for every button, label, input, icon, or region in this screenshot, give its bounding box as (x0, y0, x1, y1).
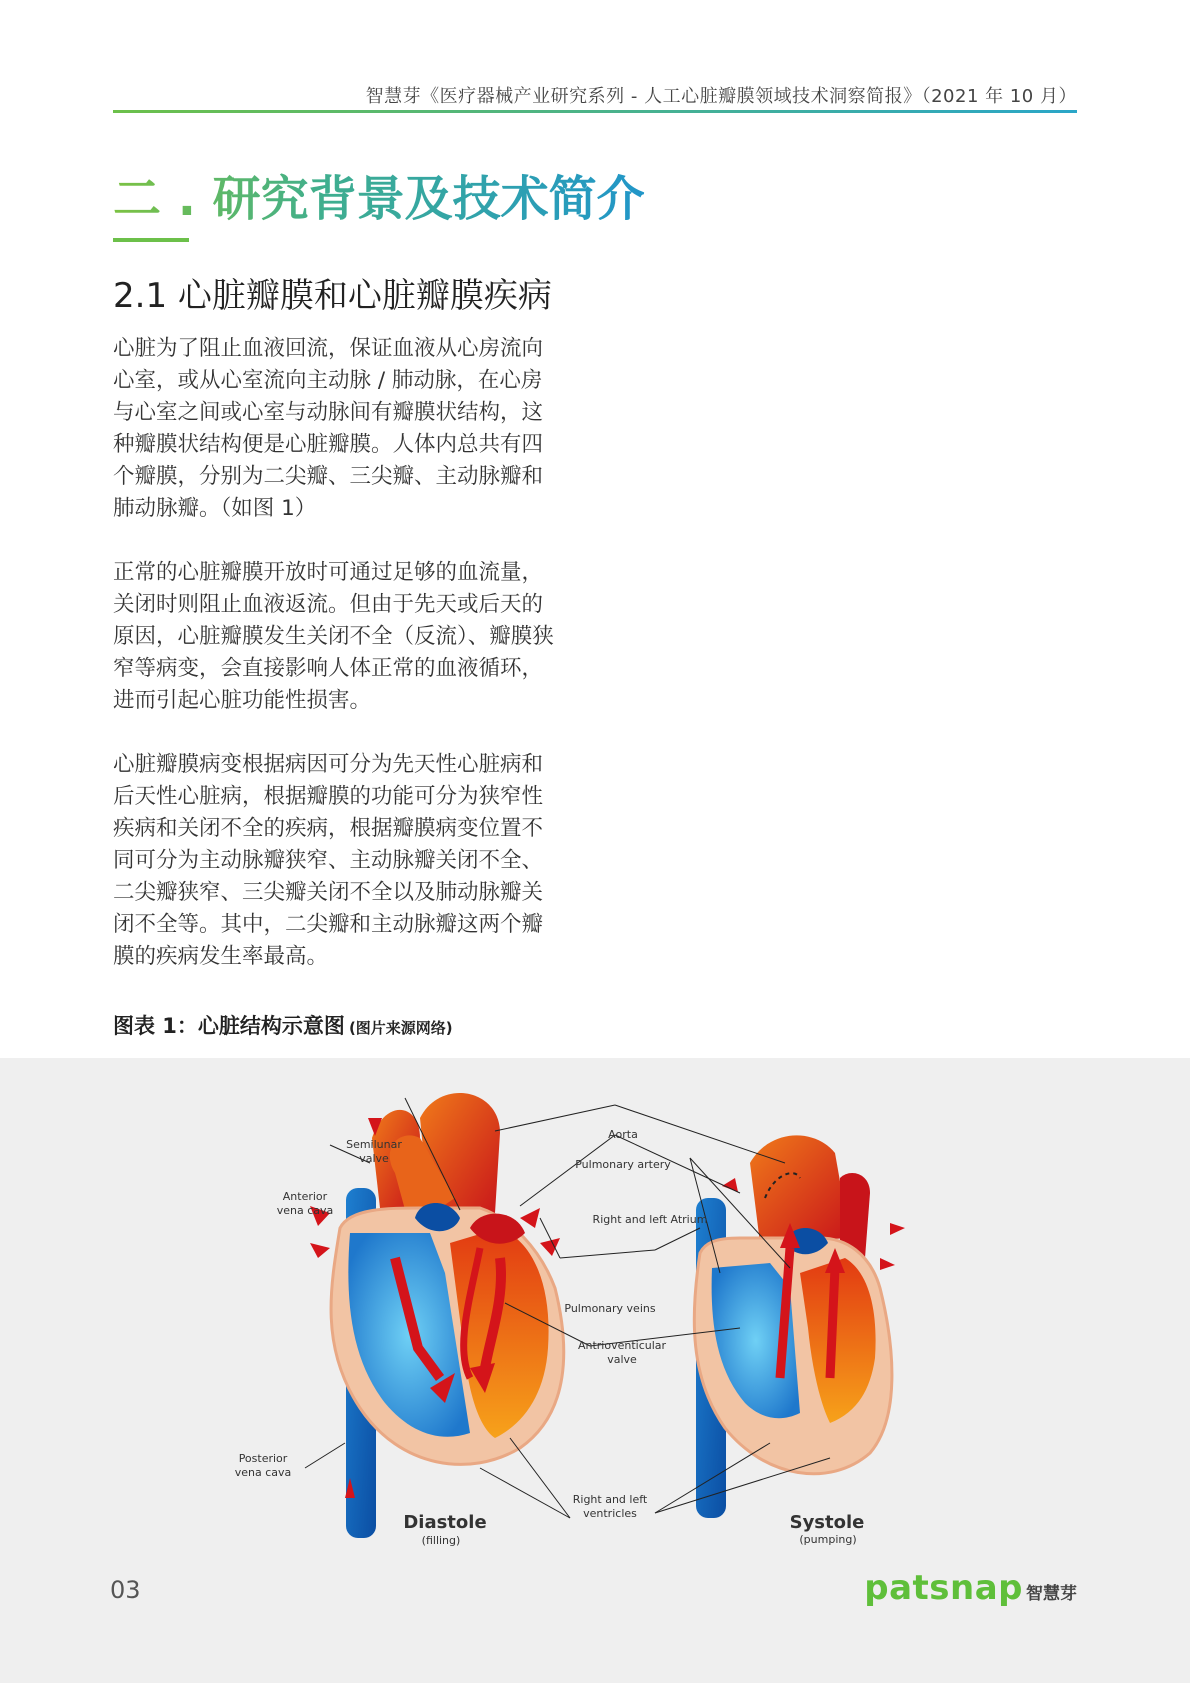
label-anterior-2: vena cava (276, 1204, 334, 1217)
section-title: 二 . 研究背景及技术简介 (113, 160, 645, 229)
label-anterior-1: Anterior (282, 1190, 328, 1203)
paragraph-3: 心脏瓣膜病变根据病因可分为先天性心脏病和后天性心脏病，根据瓣膜的功能可分为狭窄性疾病和关闭不全的疾病，根据瓣膜病变位置不同可分为主动脉瓣狭窄、主动脉瓣关闭不全、二尖瓣狭窄、三尖瓣关闭不全以及肺动脉瓣关闭不全等。其中，二尖瓣和主动脉瓣这两个瓣膜的疾病发生率最高。 (113, 752, 544, 969)
label-posterior-1: Posterior (238, 1452, 288, 1465)
page-number: 03 (110, 1576, 141, 1604)
diastole-heart (310, 1093, 564, 1538)
label-ventricles-1: Right and left (572, 1493, 648, 1506)
header-title: 智慧芽《医疗器械产业研究系列 - 人工心脏瓣膜领域技术洞察简报》（2021 年 10 月） (365, 86, 1077, 107)
label-diastole-sub: (filling) (421, 1534, 461, 1547)
subsection-title: 2.1 心脏瓣膜和心脏瓣膜疾病 (113, 276, 552, 316)
label-right-left-atrium: Right and left Atrium (592, 1213, 708, 1226)
logo-brand-cn: 智慧芽 (1026, 1584, 1077, 1604)
systole-heart (694, 1135, 905, 1518)
header-divider (113, 110, 1077, 113)
label-pulmonary-artery: Pulmonary artery (575, 1158, 671, 1171)
patsnap-logo (864, 1568, 1077, 1608)
label-semilunar-2: valve (359, 1152, 389, 1165)
label-semilunar-1: Semilunar (346, 1138, 402, 1151)
label-diastole: Diastole (403, 1512, 487, 1533)
label-posterior-2: vena cava (234, 1466, 292, 1479)
figure-source: (图片来源网络) (348, 1019, 453, 1037)
label-systole: Systole (789, 1512, 865, 1533)
label-ventricles-2: ventricles (583, 1507, 637, 1520)
label-systole-sub: (pumping) (799, 1533, 857, 1546)
label-av-valve-2: valve (607, 1353, 637, 1366)
label-aorta: Aorta (608, 1128, 638, 1141)
section-underline (113, 238, 189, 242)
logo-brand: patsnap (864, 1568, 1023, 1608)
label-pulmonary-veins: Pulmonary veins (564, 1302, 656, 1315)
label-av-valve-1: Antrioventicular (577, 1339, 667, 1352)
figure-caption-text: 图表 1：心脏结构示意图 (113, 1014, 345, 1038)
paragraph-1: 心脏为了阻止血液回流，保证血液从心房流向心室，或从心室流向主动脉 / 肺动脉，在心房与心室之间或心室与动脉间有瓣膜状结构，这种瓣膜状结构便是心脏瓣膜。人体内总共有四个瓣膜，分别为二尖瓣、三尖瓣、主动脉瓣和肺动脉瓣。（如图 1） (113, 336, 544, 521)
paragraph-2: 正常的心脏瓣膜开放时可通过足够的血流量，关闭时则阻止血液返流。但由于先天或后天的原因，心脏瓣膜发生关闭不全（反流）、瓣膜狭窄等病变，会直接影响人体正常的血液循环，进而引起心脏功能性损害。 (113, 560, 554, 713)
figure-caption (113, 1010, 453, 1040)
